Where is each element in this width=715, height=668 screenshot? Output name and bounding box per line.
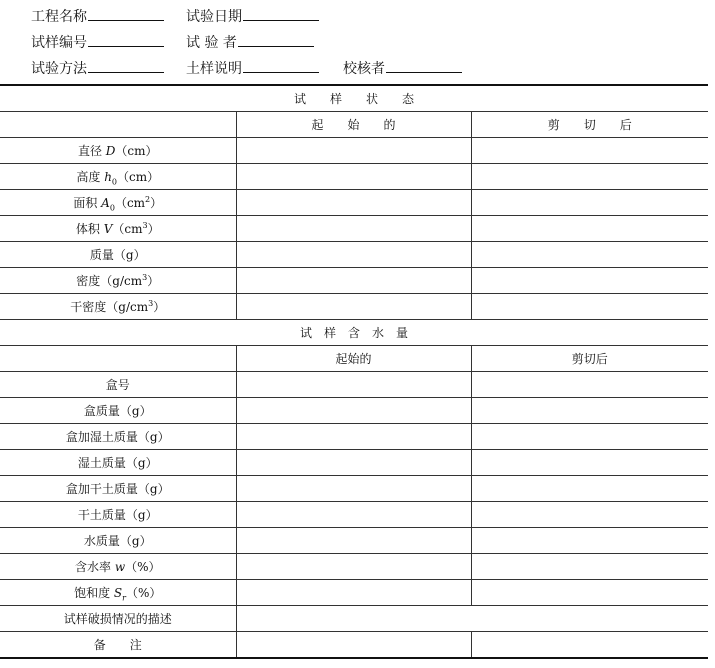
col-header-after-shear: 剪切后 <box>471 346 708 372</box>
checker-blank[interactable] <box>386 58 462 73</box>
tester-blank[interactable] <box>238 32 314 47</box>
row-label-box-mass: 盒质量（g） <box>0 398 236 424</box>
value-cell-after[interactable] <box>471 554 708 580</box>
col-header-after-shear: 剪 切 后 <box>471 112 708 138</box>
value-cell-after[interactable] <box>471 424 708 450</box>
label-text: 面积 <box>73 195 102 210</box>
test-method-field <box>31 58 164 79</box>
value-cell-after[interactable] <box>471 268 708 294</box>
value-cell-after[interactable] <box>471 190 708 216</box>
label-text: 含水率 <box>74 559 115 574</box>
symbol: h <box>104 169 112 184</box>
label-text: 干密度（g/cm <box>70 299 149 314</box>
label-text: 体积 <box>75 221 104 236</box>
table-row <box>0 424 708 450</box>
unit: （%） <box>125 559 161 574</box>
checker-label: 校核者 <box>343 61 385 77</box>
symbol: V <box>103 221 113 236</box>
value-cell-start[interactable] <box>236 580 471 606</box>
value-cell-after[interactable] <box>471 164 708 190</box>
empty-header-cell <box>0 346 236 372</box>
unit: （cm <box>112 221 143 236</box>
subscript: 0 <box>109 202 115 212</box>
value-cell-start[interactable] <box>236 554 471 580</box>
value-cell-after[interactable] <box>471 476 708 502</box>
symbol: w <box>114 559 126 574</box>
value-cell-start[interactable] <box>236 268 471 294</box>
remarks-cell-after[interactable] <box>471 632 708 659</box>
row-label-area <box>0 190 236 216</box>
superscript: 2 <box>145 194 151 204</box>
value-cell-start[interactable] <box>236 424 471 450</box>
value-cell-start[interactable] <box>236 502 471 528</box>
row-label-diameter <box>0 138 236 164</box>
table-row <box>0 450 708 476</box>
test-date-blank[interactable] <box>243 6 319 21</box>
table-row <box>0 476 708 502</box>
label-text: 高度 <box>76 169 105 184</box>
superscript: 3 <box>142 272 148 282</box>
empty-header-cell <box>0 112 236 138</box>
row-label-moisture-content <box>0 554 236 580</box>
superscript: 3 <box>142 220 148 230</box>
value-cell-start[interactable] <box>236 398 471 424</box>
value-cell-start[interactable] <box>236 372 471 398</box>
subscript: 0 <box>111 176 118 186</box>
close-paren: ） <box>147 221 160 236</box>
value-cell-start[interactable] <box>236 294 471 320</box>
row-label-saturation <box>0 580 236 606</box>
label-text: 直径 <box>77 143 106 158</box>
row-label-box-number: 盒号 <box>0 372 236 398</box>
value-cell-start[interactable] <box>236 528 471 554</box>
section-title-sample-state: 试 样 状 态 <box>0 85 708 112</box>
value-cell-after[interactable] <box>471 580 708 606</box>
damage-description-cell[interactable] <box>236 606 708 632</box>
table-row <box>0 372 708 398</box>
symbol: S <box>113 585 123 600</box>
value-cell-start[interactable] <box>236 190 471 216</box>
value-cell-start[interactable] <box>236 164 471 190</box>
close-paren: ） <box>153 299 166 314</box>
superscript: 3 <box>148 298 154 308</box>
table-row <box>0 294 708 320</box>
label-text: 密度（g/cm <box>76 273 143 288</box>
project-name-label: 工程名称 <box>31 9 87 25</box>
row-label-box-wet-soil: 盒加湿土质量（g） <box>0 424 236 450</box>
test-date-field <box>186 6 319 27</box>
value-cell-after[interactable] <box>471 242 708 268</box>
row-label-density <box>0 268 236 294</box>
test-record-table <box>0 84 708 659</box>
sample-number-label: 试样编号 <box>31 35 87 51</box>
row-label-damage-description: 试样破损情况的描述 <box>0 606 236 632</box>
test-method-blank[interactable] <box>88 58 164 73</box>
unit: （%） <box>125 585 162 600</box>
project-name-blank[interactable] <box>88 6 164 21</box>
value-cell-after[interactable] <box>471 528 708 554</box>
value-cell-start[interactable] <box>236 242 471 268</box>
sample-number-blank[interactable] <box>88 32 164 47</box>
value-cell-start[interactable] <box>236 138 471 164</box>
row-label-water-mass: 水质量（g） <box>0 528 236 554</box>
soil-description-field <box>186 58 319 79</box>
row-label-volume <box>0 216 236 242</box>
close-paren: ） <box>147 273 160 288</box>
table-row <box>0 502 708 528</box>
row-label-dry-density <box>0 294 236 320</box>
tester-label: 试 验 者 <box>186 35 237 51</box>
row-label-box-dry-soil: 盒加干土质量（g） <box>0 476 236 502</box>
col-header-start: 起始的 <box>236 346 471 372</box>
col-header-start: 起 始 的 <box>236 112 471 138</box>
soil-description-label: 土样说明 <box>186 61 242 77</box>
value-cell-start[interactable] <box>236 450 471 476</box>
unit: （cm） <box>117 169 160 184</box>
label-text: 饱和度 <box>74 585 114 600</box>
section-header-row <box>0 320 708 346</box>
value-cell-after[interactable] <box>471 502 708 528</box>
row-label-remarks: 备 注 <box>0 632 236 659</box>
soil-description-blank[interactable] <box>243 58 319 73</box>
value-cell-after[interactable] <box>471 138 708 164</box>
column-header-row <box>0 112 708 138</box>
table-row <box>0 242 708 268</box>
value-cell-after[interactable] <box>471 450 708 476</box>
subscript: r <box>122 592 126 602</box>
row-label-height <box>0 164 236 190</box>
table-row <box>0 398 708 424</box>
test-method-label: 试验方法 <box>31 61 87 77</box>
value-cell-after[interactable] <box>471 294 708 320</box>
row-label-mass: 质量（g） <box>0 242 236 268</box>
unit: （cm） <box>115 143 158 158</box>
table-row <box>0 138 708 164</box>
table-row <box>0 632 708 659</box>
table-row <box>0 190 708 216</box>
table-row <box>0 164 708 190</box>
test-date-label: 试验日期 <box>186 9 242 25</box>
value-cell-after[interactable] <box>471 216 708 242</box>
sample-number-field <box>31 32 164 53</box>
value-cell-after[interactable] <box>471 398 708 424</box>
column-header-row <box>0 346 708 372</box>
table-row <box>0 528 708 554</box>
table-row <box>0 554 708 580</box>
row-label-dry-soil: 干土质量（g） <box>0 502 236 528</box>
unit: （cm <box>114 195 146 210</box>
close-paren: ） <box>150 195 163 210</box>
project-name-field <box>31 6 164 27</box>
table-row <box>0 606 708 632</box>
tester-field <box>186 32 314 53</box>
value-cell-after[interactable] <box>471 372 708 398</box>
section-header-row <box>0 85 708 112</box>
symbol: A <box>101 195 110 210</box>
table-row <box>0 216 708 242</box>
table-row <box>0 580 708 606</box>
value-cell-start[interactable] <box>236 216 471 242</box>
checker-field <box>343 58 462 79</box>
value-cell-start[interactable] <box>236 476 471 502</box>
remarks-cell-start[interactable] <box>236 632 471 659</box>
table-row <box>0 268 708 294</box>
symbol: D <box>105 143 116 158</box>
row-label-wet-soil: 湿土质量（g） <box>0 450 236 476</box>
section-title-moisture: 试 样 含 水 量 <box>0 320 708 346</box>
